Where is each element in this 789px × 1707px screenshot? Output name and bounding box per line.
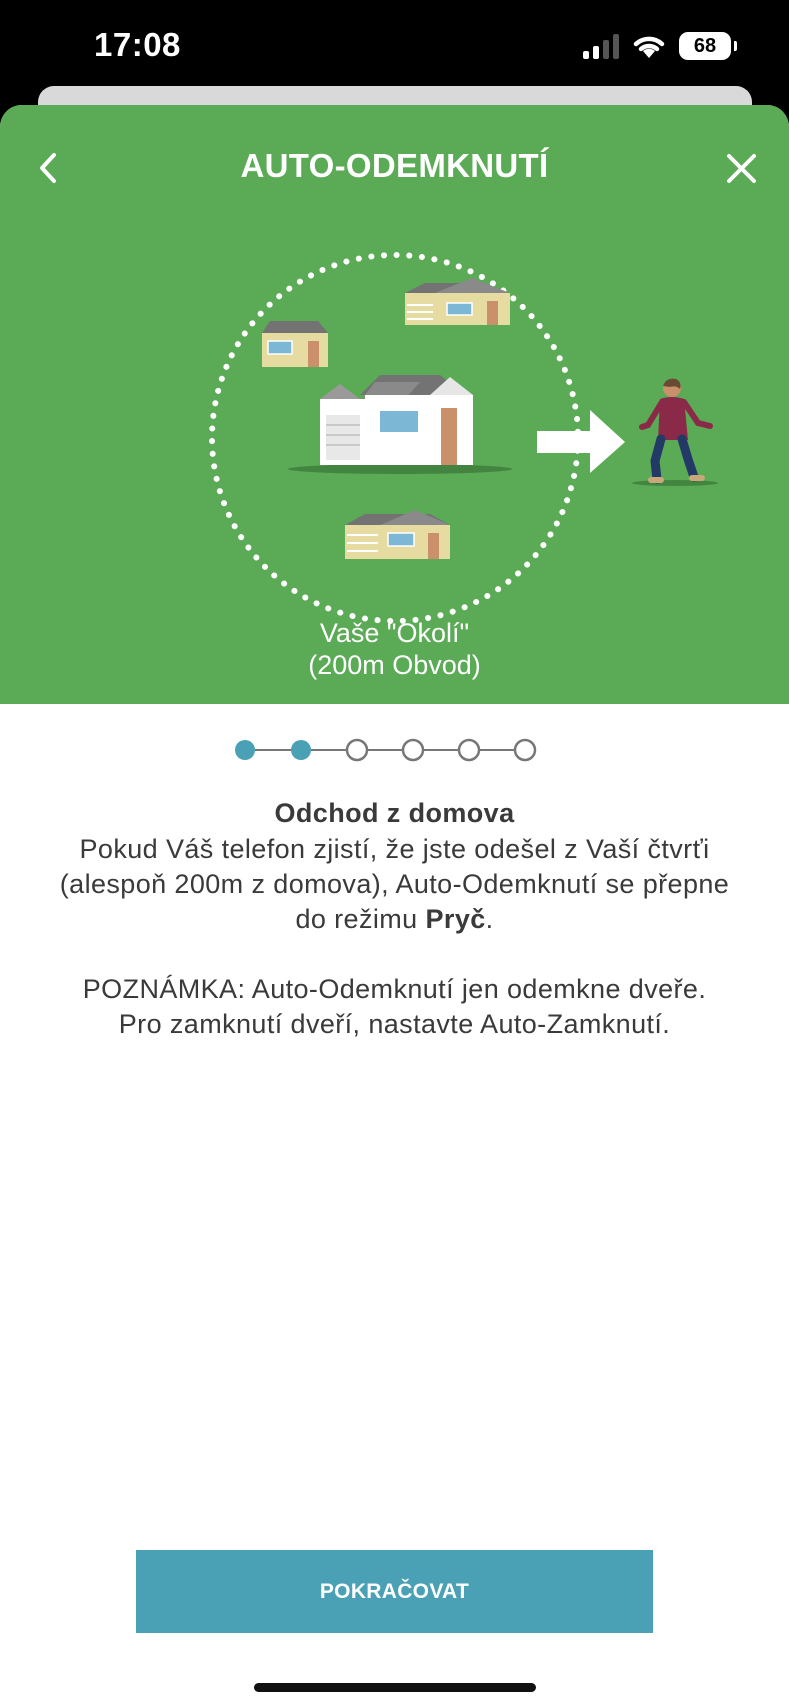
step-dot-2 — [291, 740, 311, 760]
close-icon — [721, 147, 761, 189]
radius-caption-line1: Vaše "Okolí" — [319, 618, 470, 648]
mode-away-label: Pryč — [425, 904, 486, 934]
radius-caption — [0, 617, 789, 681]
step-description-text: Pokud Váš telefon zjistí, že jste odešel z Vaší čtvrťi (alespoň 200m z domova), Auto-Odemknutí se přepne do režimu — [59, 834, 730, 934]
walking-person-icon — [632, 379, 718, 486]
step-dot-6 — [515, 740, 535, 760]
continue-button[interactable]: POKRAČOVAT — [136, 1550, 653, 1633]
progress-stepper — [0, 725, 789, 775]
status-time: 17:08 — [94, 26, 181, 63]
cellular-signal-icon — [583, 33, 619, 59]
step-dot-4 — [403, 740, 423, 760]
neighborhood-illustration — [0, 105, 789, 704]
step-title: Odchod z domova — [274, 798, 515, 828]
note-text: POZNÁMKA: Auto-Odemknutí jen odemkne dveře. Pro zamknutí dveří, nastavte Auto-Zamknutí. — [82, 974, 707, 1039]
step-dot-1 — [235, 740, 255, 760]
home-main — [288, 375, 512, 474]
status-bar — [0, 0, 789, 90]
close-button[interactable] — [721, 147, 761, 189]
wifi-icon — [631, 32, 667, 60]
status-icons — [583, 32, 731, 60]
house-bottom — [345, 510, 450, 559]
leaving-arrow-icon — [537, 410, 625, 473]
house-left — [262, 321, 328, 367]
battery-icon: 68 — [679, 32, 731, 60]
step-dot-5 — [459, 740, 479, 760]
page-title: AUTO-ODEMKNUTÍ — [240, 147, 549, 184]
radius-caption-line2: (200m Obvod) — [308, 650, 481, 680]
step-description-end: . — [485, 904, 494, 934]
step-description — [50, 832, 739, 937]
modal-sheet — [0, 105, 789, 1707]
home-indicator — [254, 1683, 536, 1692]
step-dot-3 — [347, 740, 367, 760]
hero-illustration-area — [0, 105, 789, 704]
